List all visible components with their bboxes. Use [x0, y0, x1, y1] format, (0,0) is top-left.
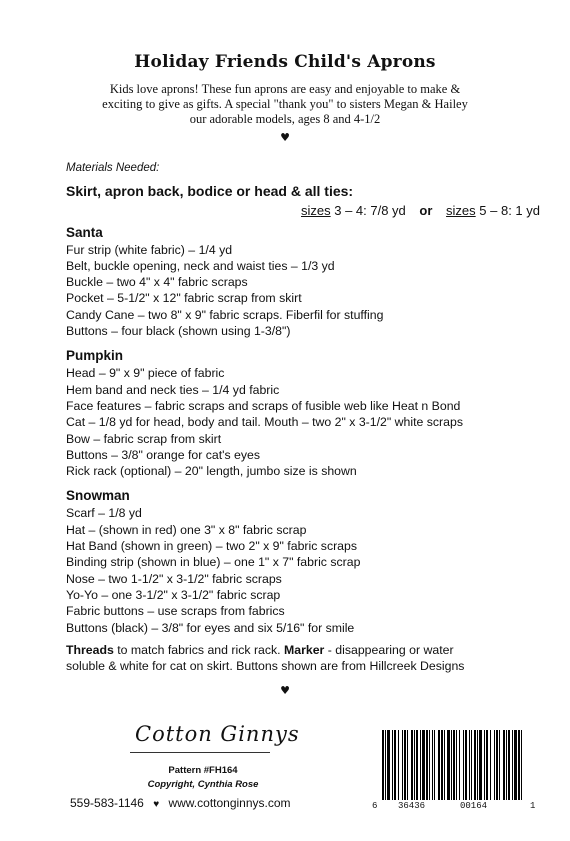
barcode-bar	[387, 730, 390, 800]
list-item: Face features – fabric scraps and scraps of fusible web like Heat n Bond	[66, 398, 461, 413]
phone-number: 559-583-1146	[70, 796, 144, 810]
barcode-bar	[518, 730, 520, 800]
intro-line-1: Kids love aprons! These fun aprons are easy and enjoyable to make &	[109, 82, 461, 96]
barcode-bar	[471, 730, 472, 800]
barcode-bar	[422, 730, 425, 800]
threads-text: to match fabrics and rick rack.	[113, 642, 285, 657]
barcode-bar	[392, 730, 393, 800]
barcode-bar	[385, 730, 386, 800]
santa-heading: Santa	[66, 224, 103, 240]
barcode-bar	[447, 730, 450, 800]
heart-icon: ♥	[280, 131, 290, 144]
heart-icon: ♥	[280, 684, 290, 697]
list-item: Fabric buttons – use scraps from fabrics	[66, 604, 285, 619]
barcode-bar	[484, 730, 485, 800]
barcode-bar	[402, 730, 403, 800]
logo-underline	[130, 752, 270, 753]
barcode-bar	[474, 730, 476, 800]
barcode-bar	[465, 730, 467, 800]
sizes-a-text: 3 – 4: 7/8 yd	[330, 203, 406, 219]
barcode-bar	[521, 730, 522, 800]
list-item: Hem band and neck ties – 1/4 yd fabric	[66, 382, 280, 397]
pattern-number: Pattern #FH164	[168, 765, 238, 776]
barcode-bar	[398, 730, 399, 800]
marker-label: Marker	[284, 642, 325, 657]
list-item: Yo-Yo – one 3-1/2" x 3-1/2" fabric scrap	[66, 587, 281, 602]
heart-icon: ♥	[153, 799, 160, 810]
barcode-bar	[499, 730, 500, 800]
barcode-bar	[407, 730, 408, 800]
sizes-or: or	[419, 203, 433, 219]
barcode-bar	[451, 730, 452, 800]
snowman-heading: Snowman	[66, 488, 130, 504]
list-item: Buttons – four black (shown using 1-3/8")	[66, 324, 291, 339]
sizes-b-label: sizes	[446, 203, 476, 219]
sizes-line	[66, 203, 540, 219]
list-item: Buttons (black) – 3/8" for eyes and six 5/16" for smile	[66, 620, 355, 635]
snowman-list	[66, 505, 546, 635]
contact-line	[70, 796, 291, 810]
barcode-bar	[512, 730, 513, 800]
pumpkin-list	[66, 365, 546, 479]
list-item: Binding strip (shown in blue) – one 1" x 7" fabric scrap	[66, 555, 361, 570]
intro-line-3: our adorable models, ages 8 and 4-1/2	[189, 112, 381, 126]
barcode-bar	[434, 730, 435, 800]
barcode-bar	[438, 730, 440, 800]
list-item: Scarf – 1/8 yd	[66, 506, 142, 521]
barcode-bar	[479, 730, 482, 800]
threads-line-2: soluble & white for cat on skirt. Buttons shown are from Hillcreek Designs	[66, 659, 465, 674]
barcode-digit-first: 6	[372, 801, 378, 811]
barcode-bar	[477, 730, 478, 800]
barcode-digits-right: 00164	[460, 801, 488, 811]
list-item: Head – 9" x 9" piece of fabric	[66, 366, 225, 381]
barcode-bar	[426, 730, 428, 800]
barcode-bar	[382, 730, 384, 800]
barcode-bar	[456, 730, 457, 800]
barcode-bar	[486, 730, 488, 800]
barcode-bar	[414, 730, 415, 800]
barcode-bar	[420, 730, 421, 800]
list-item: Rick rack (optional) – 20" length, jumbo size is shown	[66, 464, 357, 479]
barcode-digits-left: 36436	[398, 801, 426, 811]
barcode-bar	[453, 730, 455, 800]
marker-text: - disappearing or water	[324, 642, 454, 657]
list-item: Cat – 1/8 yd for head, body and tail. Mouth – two 2" x 3-1/2" white scraps	[66, 415, 463, 430]
intro-paragraph	[70, 82, 500, 127]
barcode-bar	[463, 730, 464, 800]
barcode-bar	[441, 730, 443, 800]
barcode-digit-last: 1	[530, 801, 536, 811]
barcode-bar	[432, 730, 433, 800]
barcode-bar	[496, 730, 498, 800]
website-link[interactable]: www.cottonginnys.com	[168, 796, 291, 810]
intro-line-2: exciting to give as gifts. A special "thank you" to sisters Megan & Hailey	[102, 97, 468, 111]
skirt-heading: Skirt, apron back, bodice or head & all ties:	[66, 183, 354, 200]
list-item: Hat – (shown in red) one 3" x 8" fabric scrap	[66, 522, 307, 537]
list-item: Buckle – two 4" x 4" fabric scraps	[66, 275, 248, 290]
list-item: Candy Cane – two 8" x 9" fabric scraps. Fiberfil for stuffing	[66, 307, 384, 322]
barcode-bar	[494, 730, 495, 800]
barcode-bar	[404, 730, 406, 800]
sizes-a-label: sizes	[301, 203, 331, 219]
cotton-ginnys-logo: Cotton Ginnys	[135, 722, 300, 746]
barcode-bar	[490, 730, 491, 800]
barcode-bar	[514, 730, 517, 800]
pumpkin-heading: Pumpkin	[66, 348, 124, 364]
barcode-bar	[429, 730, 430, 800]
sizes-b-text: 5 – 8: 1 yd	[475, 203, 540, 219]
page-title: Holiday Friends Child's Aprons	[134, 52, 436, 72]
copyright: Copyright, Cynthia Rose	[147, 779, 259, 790]
santa-list	[66, 242, 546, 340]
list-item: Buttons – 3/8" orange for cat's eyes	[66, 447, 261, 462]
upc-barcode	[382, 730, 524, 800]
barcode-bar	[444, 730, 445, 800]
barcode-bar	[394, 730, 396, 800]
materials-section	[66, 160, 546, 674]
barcode-bar	[416, 730, 418, 800]
list-item: Bow – fabric scrap from skirt	[66, 431, 222, 446]
barcode-bar	[469, 730, 470, 800]
barcode-bar	[503, 730, 505, 800]
threads-label: Threads	[66, 642, 114, 657]
materials-label: Materials Needed:	[66, 162, 160, 174]
barcode-bar	[508, 730, 510, 800]
list-item: Nose – two 1-1/2" x 3-1/2" fabric scraps	[66, 571, 282, 586]
barcode-bar	[506, 730, 507, 800]
barcode-bar	[459, 730, 460, 800]
threads-note	[66, 642, 546, 675]
list-item: Pocket – 5-1/2" x 12" fabric scrap from skirt	[66, 291, 302, 306]
barcode-bar	[411, 730, 413, 800]
list-item: Fur strip (white fabric) – 1/4 yd	[66, 242, 233, 257]
list-item: Hat Band (shown in green) – two 2" x 9" fabric scraps	[66, 539, 358, 554]
list-item: Belt, buckle opening, neck and waist ties – 1/3 yd	[66, 258, 335, 273]
